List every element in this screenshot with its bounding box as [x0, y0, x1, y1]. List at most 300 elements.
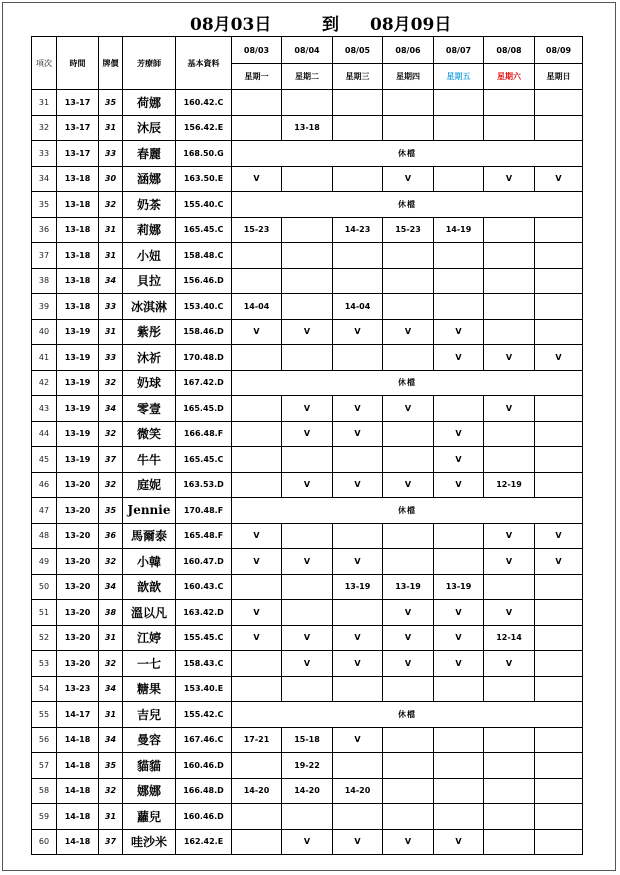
- row-seq: 46: [32, 472, 57, 498]
- schedule-cell: [282, 243, 333, 269]
- schedule-cell: [383, 243, 434, 269]
- row-basic-info: 162.42.E: [176, 829, 232, 855]
- row-seq: 59: [32, 804, 57, 830]
- schedule-cell: [232, 115, 282, 141]
- row-basic-info: 165.48.F: [176, 523, 232, 549]
- row-therapist-name: 娜娜: [123, 778, 176, 804]
- row-seq: 38: [32, 268, 57, 294]
- schedule-cell: [282, 523, 333, 549]
- row-therapist-name: 溫以凡: [123, 600, 176, 626]
- schedule-cell: V: [535, 166, 583, 192]
- header-weekday: 星期四: [383, 64, 434, 90]
- schedule-cell: [383, 294, 434, 320]
- schedule-cell: [535, 472, 583, 498]
- schedule-cell: V: [282, 651, 333, 677]
- schedule-cell: [484, 268, 535, 294]
- schedule-cell: [232, 345, 282, 371]
- row-therapist-name: 糖果: [123, 676, 176, 702]
- row-seq: 41: [32, 345, 57, 371]
- row-seq: 48: [32, 523, 57, 549]
- row-therapist-name: 微笑: [123, 421, 176, 447]
- schedule-cell: V: [333, 829, 383, 855]
- row-price: 34: [99, 727, 123, 753]
- schedule-cell: [434, 294, 484, 320]
- table-row: [32, 396, 583, 422]
- table-row: [32, 115, 583, 141]
- schedule-cell: [383, 778, 434, 804]
- row-price: 34: [99, 676, 123, 702]
- schedule-cell: [484, 778, 535, 804]
- row-rest-status: 休檔: [232, 370, 583, 396]
- row-basic-info: 170.48.D: [176, 345, 232, 371]
- schedule-cell: [484, 421, 535, 447]
- row-basic-info: 155.40.C: [176, 192, 232, 218]
- schedule-cell: V: [333, 472, 383, 498]
- header-weekday-saturday: 星期六: [484, 64, 535, 90]
- schedule-cell: V: [383, 166, 434, 192]
- schedule-cell: 13-19: [383, 574, 434, 600]
- row-price: 31: [99, 115, 123, 141]
- row-time: 14-18: [57, 753, 99, 779]
- schedule-cell: [333, 268, 383, 294]
- row-seq: 52: [32, 625, 57, 651]
- schedule-cell: V: [232, 319, 282, 345]
- schedule-cell: [282, 447, 333, 473]
- schedule-cell: [434, 166, 484, 192]
- table-row: [32, 141, 583, 167]
- schedule-cell: V: [383, 319, 434, 345]
- schedule-cell: [383, 421, 434, 447]
- schedule-cell: 14-23: [333, 217, 383, 243]
- row-time: 13-18: [57, 166, 99, 192]
- row-time: 14-18: [57, 727, 99, 753]
- schedule-cell: [434, 676, 484, 702]
- schedule-cell: V: [484, 523, 535, 549]
- row-price: 32: [99, 370, 123, 396]
- schedule-cell: [535, 676, 583, 702]
- schedule-cell: V: [282, 319, 333, 345]
- schedule-cell: 15-18: [282, 727, 333, 753]
- schedule-cell: [333, 676, 383, 702]
- row-price: 33: [99, 141, 123, 167]
- row-price: 34: [99, 574, 123, 600]
- header-row-dates: [32, 37, 583, 64]
- row-therapist-name: 沐祈: [123, 345, 176, 371]
- row-basic-info: 155.42.C: [176, 702, 232, 728]
- row-seq: 56: [32, 727, 57, 753]
- schedule-cell: [232, 574, 282, 600]
- row-time: 13-18: [57, 294, 99, 320]
- row-therapist-name: 庭妮: [123, 472, 176, 498]
- schedule-cell: [484, 217, 535, 243]
- row-therapist-name: 紫彤: [123, 319, 176, 345]
- schedule-cell: [535, 90, 583, 116]
- row-seq: 33: [32, 141, 57, 167]
- row-price: 34: [99, 396, 123, 422]
- schedule-cell: V: [434, 345, 484, 371]
- table-row: [32, 192, 583, 218]
- row-basic-info: 153.40.C: [176, 294, 232, 320]
- row-therapist-name: 荷娜: [123, 90, 176, 116]
- row-time: 13-17: [57, 115, 99, 141]
- schedule-cell: [434, 804, 484, 830]
- schedule-cell: [232, 472, 282, 498]
- row-therapist-name: 涵娜: [123, 166, 176, 192]
- schedule-cell: [333, 115, 383, 141]
- table-row: [32, 778, 583, 804]
- schedule-cell: [383, 727, 434, 753]
- row-basic-info: 163.42.D: [176, 600, 232, 626]
- schedule-cell: [232, 90, 282, 116]
- schedule-cell: [282, 345, 333, 371]
- header-seq: 項次: [32, 37, 57, 90]
- row-therapist-name: 小妞: [123, 243, 176, 269]
- schedule-cell: [484, 574, 535, 600]
- row-seq: 31: [32, 90, 57, 116]
- schedule-cell: [232, 421, 282, 447]
- row-seq: 54: [32, 676, 57, 702]
- table-row: [32, 319, 583, 345]
- row-seq: 42: [32, 370, 57, 396]
- row-seq: 35: [32, 192, 57, 218]
- schedule-cell: [232, 753, 282, 779]
- schedule-cell: V: [333, 549, 383, 575]
- row-seq: 43: [32, 396, 57, 422]
- row-therapist-name: 馬爾泰: [123, 523, 176, 549]
- table-row: [32, 625, 583, 651]
- header-weekday: 星期一: [232, 64, 282, 90]
- schedule-cell: V: [434, 625, 484, 651]
- row-time: 13-23: [57, 676, 99, 702]
- schedule-cell: V: [333, 651, 383, 677]
- schedule-cell: 14-19: [434, 217, 484, 243]
- header-time: 時間: [57, 37, 99, 90]
- schedule-cell: [484, 727, 535, 753]
- row-price: 35: [99, 90, 123, 116]
- header-date: 08/04: [282, 37, 333, 64]
- schedule-cell: [383, 345, 434, 371]
- schedule-cell: V: [282, 421, 333, 447]
- schedule-cell: [333, 243, 383, 269]
- schedule-cell: [333, 90, 383, 116]
- row-therapist-name: 蘿兒: [123, 804, 176, 830]
- schedule-cell: [535, 217, 583, 243]
- header-weekday-friday: 星期五: [434, 64, 484, 90]
- row-therapist-name: 牛牛: [123, 447, 176, 473]
- table-row: [32, 345, 583, 371]
- row-therapist-name: 莉娜: [123, 217, 176, 243]
- schedule-cell: [282, 574, 333, 600]
- schedule-cell: [333, 345, 383, 371]
- row-basic-info: 155.45.C: [176, 625, 232, 651]
- row-basic-info: 158.43.C: [176, 651, 232, 677]
- row-therapist-name: 曼容: [123, 727, 176, 753]
- row-time: 13-19: [57, 370, 99, 396]
- row-therapist-name: 零壹: [123, 396, 176, 422]
- row-seq: 45: [32, 447, 57, 473]
- row-therapist-name: 小韓: [123, 549, 176, 575]
- schedule-cell: [333, 523, 383, 549]
- schedule-cell: V: [535, 549, 583, 575]
- schedule-cell: [282, 600, 333, 626]
- header-price: 牌價: [99, 37, 123, 90]
- schedule-cell: V: [333, 625, 383, 651]
- schedule-cell: [383, 676, 434, 702]
- row-seq: 44: [32, 421, 57, 447]
- schedule-cell: V: [383, 472, 434, 498]
- table-row: [32, 498, 583, 524]
- row-time: 13-18: [57, 243, 99, 269]
- row-price: 32: [99, 421, 123, 447]
- schedule-cell: [383, 523, 434, 549]
- schedule-cell: [282, 217, 333, 243]
- row-seq: 51: [32, 600, 57, 626]
- header-therapist: 芳療師: [123, 37, 176, 90]
- schedule-cell: [232, 243, 282, 269]
- schedule-cell: V: [484, 549, 535, 575]
- row-price: 35: [99, 498, 123, 524]
- schedule-cell: [484, 753, 535, 779]
- schedule-cell: [282, 268, 333, 294]
- schedule-cell: V: [434, 421, 484, 447]
- row-time: 13-20: [57, 523, 99, 549]
- row-therapist-name: 奶球: [123, 370, 176, 396]
- schedule-table: [31, 36, 583, 855]
- schedule-cell: [282, 676, 333, 702]
- title-start-date: 08月03日: [190, 15, 272, 35]
- schedule-cell: V: [434, 319, 484, 345]
- schedule-cell: V: [383, 600, 434, 626]
- schedule-cell: [535, 115, 583, 141]
- row-seq: 32: [32, 115, 57, 141]
- header-date: 08/06: [383, 37, 434, 64]
- row-time: 13-18: [57, 268, 99, 294]
- schedule-cell: [535, 804, 583, 830]
- row-time: 14-18: [57, 804, 99, 830]
- row-rest-status: 休檔: [232, 141, 583, 167]
- row-time: 14-18: [57, 778, 99, 804]
- schedule-cell: V: [484, 345, 535, 371]
- schedule-cell: [535, 829, 583, 855]
- row-time: 13-19: [57, 396, 99, 422]
- row-seq: 36: [32, 217, 57, 243]
- table-row: [32, 549, 583, 575]
- schedule-cell: [333, 600, 383, 626]
- row-time: 13-20: [57, 600, 99, 626]
- row-therapist-name: 江婷: [123, 625, 176, 651]
- schedule-cell: [434, 115, 484, 141]
- table-row: [32, 217, 583, 243]
- header-date: 08/07: [434, 37, 484, 64]
- row-basic-info: 158.46.D: [176, 319, 232, 345]
- title-separator: 到: [322, 15, 339, 35]
- schedule-cell: V: [383, 829, 434, 855]
- row-price: 36: [99, 523, 123, 549]
- row-basic-info: 163.53.D: [176, 472, 232, 498]
- schedule-cell: [535, 753, 583, 779]
- schedule-cell: V: [383, 625, 434, 651]
- schedule-cell: [333, 804, 383, 830]
- row-basic-info: 160.46.D: [176, 753, 232, 779]
- schedule-cell: [282, 804, 333, 830]
- row-time: 14-17: [57, 702, 99, 728]
- schedule-cell: V: [282, 549, 333, 575]
- schedule-cell: [434, 727, 484, 753]
- table-row: [32, 472, 583, 498]
- row-seq: 58: [32, 778, 57, 804]
- row-therapist-name: 歆歆: [123, 574, 176, 600]
- schedule-cell: 12-19: [484, 472, 535, 498]
- row-price: 37: [99, 829, 123, 855]
- row-time: 13-19: [57, 319, 99, 345]
- row-therapist-name: Jennie: [123, 498, 176, 524]
- row-basic-info: 160.47.D: [176, 549, 232, 575]
- schedule-cell: [535, 574, 583, 600]
- row-therapist-name: 春麗: [123, 141, 176, 167]
- schedule-cell: 15-23: [383, 217, 434, 243]
- schedule-cell: V: [383, 651, 434, 677]
- table-row: [32, 243, 583, 269]
- row-rest-status: 休檔: [232, 702, 583, 728]
- row-basic-info: 153.40.E: [176, 676, 232, 702]
- schedule-cell: [232, 676, 282, 702]
- row-price: 37: [99, 447, 123, 473]
- row-seq: 37: [32, 243, 57, 269]
- schedule-cell: [434, 753, 484, 779]
- row-price: 34: [99, 268, 123, 294]
- schedule-cell: V: [434, 829, 484, 855]
- schedule-cell: [232, 829, 282, 855]
- row-price: 30: [99, 166, 123, 192]
- row-time: 13-19: [57, 345, 99, 371]
- table-row: [32, 574, 583, 600]
- table-row: [32, 600, 583, 626]
- schedule-cell: [232, 804, 282, 830]
- table-row: [32, 804, 583, 830]
- row-seq: 47: [32, 498, 57, 524]
- schedule-cell: 19-22: [282, 753, 333, 779]
- row-therapist-name: 奶茶: [123, 192, 176, 218]
- row-basic-info: 167.46.C: [176, 727, 232, 753]
- row-price: 32: [99, 778, 123, 804]
- table-row: [32, 370, 583, 396]
- schedule-cell: [232, 651, 282, 677]
- schedule-cell: [232, 447, 282, 473]
- schedule-cell: [383, 447, 434, 473]
- schedule-cell: [535, 447, 583, 473]
- row-basic-info: 165.45.D: [176, 396, 232, 422]
- schedule-cell: [232, 396, 282, 422]
- header-weekday: 星期日: [535, 64, 583, 90]
- schedule-cell: [282, 166, 333, 192]
- row-therapist-name: 冰淇淋: [123, 294, 176, 320]
- schedule-cell: [535, 294, 583, 320]
- schedule-cell: V: [434, 447, 484, 473]
- row-time: 13-19: [57, 447, 99, 473]
- schedule-cell: [535, 727, 583, 753]
- schedule-cell: [484, 243, 535, 269]
- row-basic-info: 163.50.E: [176, 166, 232, 192]
- schedule-cell: [535, 600, 583, 626]
- schedule-cell: V: [232, 166, 282, 192]
- header-weekday: 星期三: [333, 64, 383, 90]
- table-row: [32, 651, 583, 677]
- table-row: [32, 421, 583, 447]
- row-basic-info: 156.42.E: [176, 115, 232, 141]
- row-seq: 34: [32, 166, 57, 192]
- schedule-cell: [333, 166, 383, 192]
- schedule-cell: 13-19: [333, 574, 383, 600]
- row-seq: 49: [32, 549, 57, 575]
- row-price: 32: [99, 192, 123, 218]
- table-row: [32, 90, 583, 116]
- schedule-cell: [535, 625, 583, 651]
- row-price: 33: [99, 345, 123, 371]
- schedule-cell: [484, 804, 535, 830]
- row-price: 38: [99, 600, 123, 626]
- row-seq: 50: [32, 574, 57, 600]
- schedule-cell: V: [333, 727, 383, 753]
- header-date: 08/08: [484, 37, 535, 64]
- schedule-cell: 14-20: [282, 778, 333, 804]
- table-row: [32, 268, 583, 294]
- row-therapist-name: 吉兒: [123, 702, 176, 728]
- row-seq: 40: [32, 319, 57, 345]
- table-row: [32, 829, 583, 855]
- schedule-cell: 17-21: [232, 727, 282, 753]
- row-basic-info: 160.46.D: [176, 804, 232, 830]
- schedule-cell: V: [333, 421, 383, 447]
- table-row: [32, 294, 583, 320]
- schedule-cell: V: [484, 166, 535, 192]
- row-seq: 60: [32, 829, 57, 855]
- row-time: 13-20: [57, 651, 99, 677]
- row-basic-info: 167.42.D: [176, 370, 232, 396]
- schedule-cell: [484, 115, 535, 141]
- schedule-cell: V: [434, 651, 484, 677]
- schedule-cell: V: [383, 396, 434, 422]
- schedule-cell: [535, 268, 583, 294]
- schedule-cell: 13-19: [434, 574, 484, 600]
- schedule-cell: [535, 421, 583, 447]
- row-time: 13-17: [57, 141, 99, 167]
- row-time: 13-17: [57, 90, 99, 116]
- schedule-cell: V: [282, 396, 333, 422]
- schedule-cell: 12-14: [484, 625, 535, 651]
- schedule-cell: [383, 753, 434, 779]
- table-row: [32, 753, 583, 779]
- row-price: 31: [99, 217, 123, 243]
- schedule-cell: [535, 778, 583, 804]
- header-date: 08/03: [232, 37, 282, 64]
- schedule-cell: [434, 268, 484, 294]
- header-date: 08/05: [333, 37, 383, 64]
- row-time: 13-20: [57, 625, 99, 651]
- schedule-cell: V: [282, 829, 333, 855]
- row-price: 31: [99, 702, 123, 728]
- row-basic-info: 170.48.F: [176, 498, 232, 524]
- row-rest-status: 休檔: [232, 192, 583, 218]
- row-basic-info: 166.48.F: [176, 421, 232, 447]
- header-weekday: 星期二: [282, 64, 333, 90]
- schedule-cell: V: [232, 600, 282, 626]
- schedule-cell: V: [232, 523, 282, 549]
- row-basic-info: 168.50.G: [176, 141, 232, 167]
- title-end-date: 08月09日: [370, 15, 452, 35]
- schedule-body: [32, 90, 583, 855]
- schedule-cell: 14-20: [232, 778, 282, 804]
- schedule-cell: V: [535, 345, 583, 371]
